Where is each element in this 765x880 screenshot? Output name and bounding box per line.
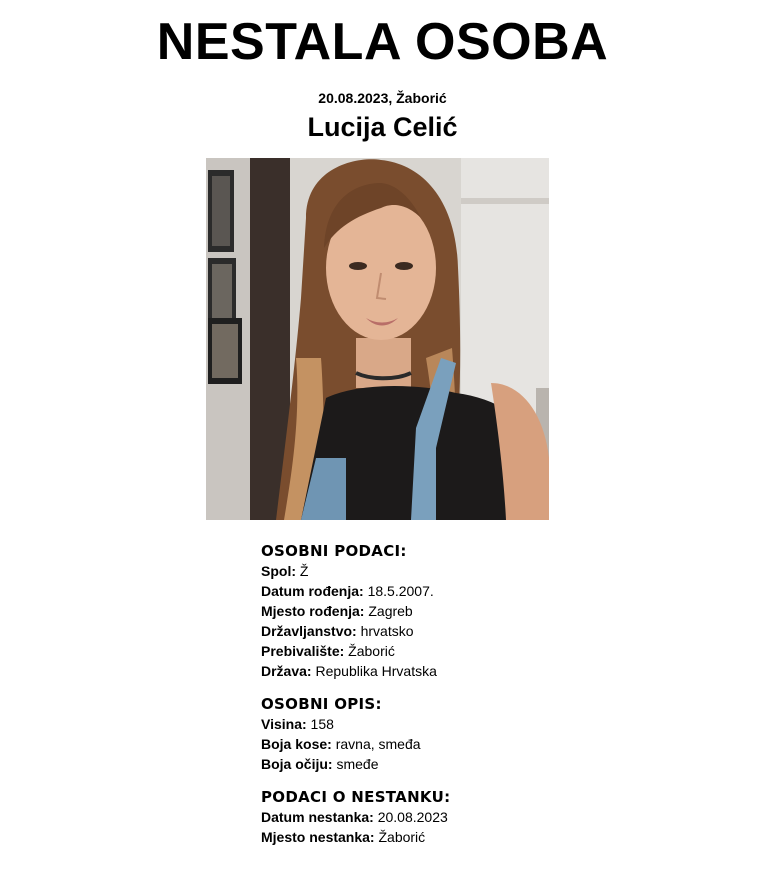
row-value: Republika Hrvatska bbox=[315, 663, 437, 679]
row-label: Spol: bbox=[261, 563, 296, 579]
row-value: ravna, smeđa bbox=[335, 736, 421, 752]
section-personal-description bbox=[261, 694, 661, 774]
info-block bbox=[261, 541, 661, 860]
info-row bbox=[261, 581, 661, 601]
section-heading: OSOBNI PODACI: bbox=[261, 542, 407, 560]
section-disappearance-data bbox=[261, 787, 661, 847]
row-value: 18.5.2007. bbox=[367, 583, 434, 599]
row-label: Mjesto rođenja: bbox=[261, 603, 365, 619]
row-value: Zagreb bbox=[368, 603, 413, 619]
info-row bbox=[261, 714, 661, 734]
row-label: Državljanstvo: bbox=[261, 623, 357, 639]
info-row bbox=[261, 734, 661, 754]
row-label: Boja kose: bbox=[261, 736, 332, 752]
row-value: 20.08.2023 bbox=[377, 809, 448, 825]
section-heading: OSOBNI OPIS: bbox=[261, 695, 382, 713]
info-row bbox=[261, 827, 661, 847]
section-personal-data bbox=[261, 541, 661, 681]
row-label: Datum rođenja: bbox=[261, 583, 364, 599]
info-row bbox=[261, 661, 661, 681]
info-row bbox=[261, 807, 661, 827]
portrait-photo-icon bbox=[206, 158, 549, 520]
row-label: Mjesto nestanka: bbox=[261, 829, 375, 845]
date-place: 20.08.2023, Žaborić bbox=[318, 90, 447, 106]
row-label: Boja očiju: bbox=[261, 756, 333, 772]
info-row bbox=[261, 754, 661, 774]
page-title: NESTALA OSOBA bbox=[156, 13, 609, 71]
row-label: Visina: bbox=[261, 716, 307, 732]
info-row bbox=[261, 621, 661, 641]
row-value: smeđe bbox=[336, 756, 379, 772]
info-row bbox=[261, 641, 661, 661]
info-row bbox=[261, 601, 661, 621]
row-label: Prebivalište: bbox=[261, 643, 345, 659]
row-label: Datum nestanka: bbox=[261, 809, 374, 825]
row-value: Žaborić bbox=[348, 643, 395, 659]
info-row bbox=[261, 561, 661, 581]
row-value: hrvatsko bbox=[360, 623, 414, 639]
person-photo bbox=[206, 158, 549, 520]
person-name: Lucija Celić bbox=[307, 112, 458, 142]
row-value: Ž bbox=[299, 563, 309, 579]
row-value: 158 bbox=[310, 716, 334, 732]
row-label: Država: bbox=[261, 663, 312, 679]
row-value: Žaborić bbox=[378, 829, 426, 845]
section-heading: PODACI O NESTANKU: bbox=[261, 788, 451, 806]
